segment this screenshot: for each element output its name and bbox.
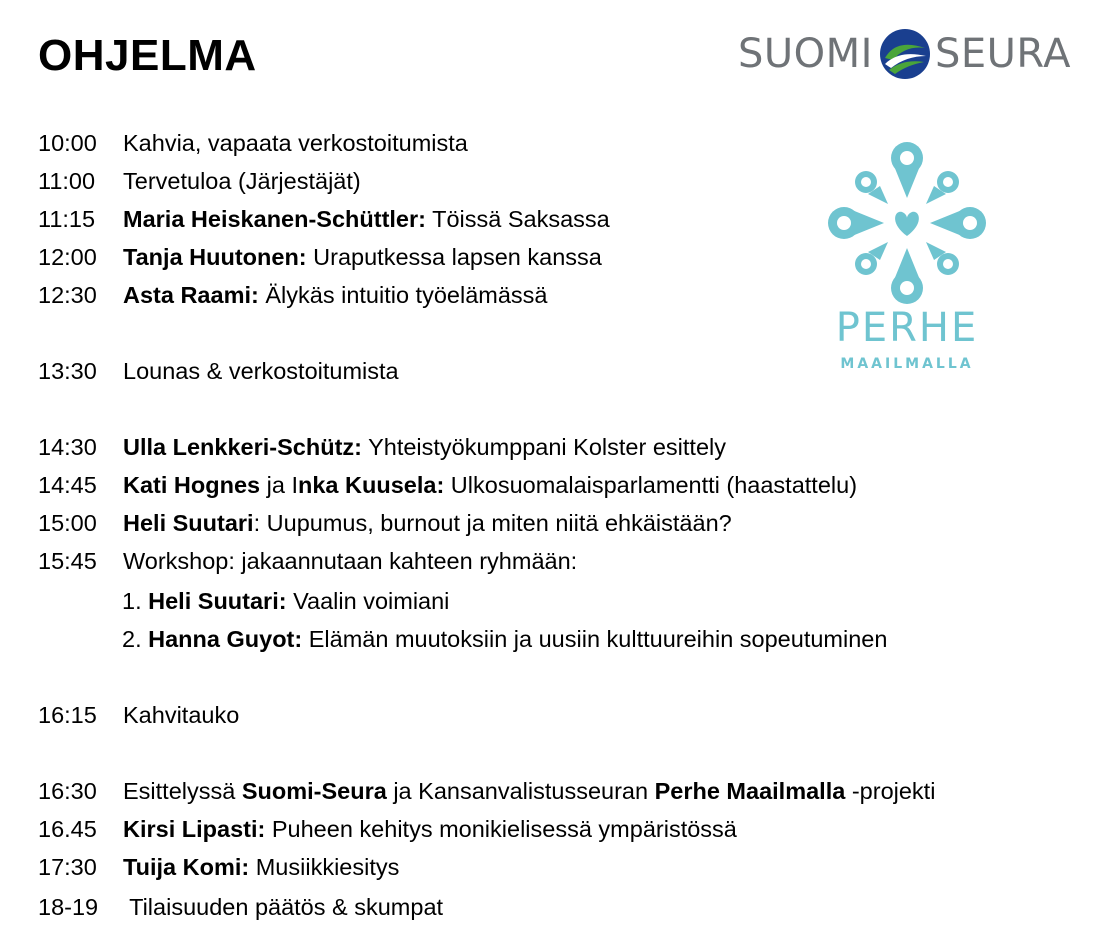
item-text: Workshop: jakaannutaan kahteen ryhmään: (123, 548, 578, 574)
time: 15:00 (38, 510, 97, 536)
speaker-name: Heli Suutari: (148, 588, 287, 614)
perhe-logo-subtitle: MAAILMALLA (840, 356, 974, 372)
time: 11:00 (38, 168, 96, 194)
suomi-seura-word-left: SUOMI (738, 31, 873, 77)
time: 12:00 (38, 244, 97, 270)
schedule-row (38, 542, 577, 580)
item-text-connector: ja Kansanvalistusseuran (386, 778, 655, 804)
speaker-name: Tuija Komi: (123, 854, 250, 880)
time: 16.45 (38, 816, 97, 842)
organization-name: Suomi-Seura (241, 778, 387, 804)
group-number: 1. (122, 588, 149, 614)
item-text: Yhteistyökumppani Kolster esittely (361, 434, 726, 460)
schedule-row (38, 810, 737, 848)
item-text: Elämän muutoksiin ja uusiin kulttuureihin sopeutuminen (302, 626, 888, 652)
item-text: : Uupumus, burnout ja miten niitä ehkäistään? (253, 510, 732, 536)
item-text: -projekti (845, 778, 936, 804)
schedule-row (38, 504, 732, 542)
item-text-prefix: Esittelyssä (123, 778, 242, 804)
item-text: Ulkosuomalaisparlamentti (haastattelu) (444, 472, 858, 498)
schedule-row (38, 162, 361, 200)
time: 18-19 (38, 894, 99, 920)
item-text: Puheen kehitys monikielisessä ympäristössä (265, 816, 737, 842)
speaker-name: Heli Suutari (123, 510, 254, 536)
time: 14:45 (38, 472, 97, 498)
speaker-name: Maria Heiskanen-Schüttler: (123, 206, 426, 232)
schedule-row (38, 238, 602, 276)
item-text: Töissä Saksassa (425, 206, 610, 232)
time: 12:30 (38, 282, 97, 308)
schedule-row (38, 200, 610, 238)
project-name: Perhe Maailmalla (654, 778, 846, 804)
perhe-maailmalla-emblem-icon (824, 138, 990, 308)
schedule-row (38, 428, 726, 466)
schedule-row (38, 772, 935, 810)
item-text: Uraputkessa lapsen kanssa (306, 244, 602, 270)
speaker-name: Hanna Guyot: (148, 626, 303, 652)
item-text: Tilaisuuden päätös & skumpat (123, 894, 444, 920)
time: 13:30 (38, 358, 97, 384)
perhe-logo-title: PERHE (835, 305, 979, 351)
workshop-group (122, 620, 887, 658)
time: 11:15 (38, 206, 96, 232)
speaker-name: Kirsi Lipasti: (123, 816, 266, 842)
item-text: Älykäs intuitio työelämässä (258, 282, 548, 308)
suomi-seura-logo (738, 24, 1078, 84)
item-text: Vaalin voimiani (286, 588, 450, 614)
schedule-row (38, 124, 468, 162)
group-number: 2. (122, 626, 149, 652)
time: 16:15 (38, 702, 97, 728)
item-text: Tervetuloa (Järjestäjät) (123, 168, 361, 194)
item-text-connector: ja I (260, 472, 298, 498)
suomi-seura-emblem-icon (879, 28, 931, 80)
item-text: Kahvitauko (123, 702, 240, 728)
time: 10:00 (38, 130, 97, 156)
suomi-seura-word-right: SEURA (934, 31, 1071, 77)
speaker-name: Kati Hognes (123, 472, 261, 498)
perhe-maailmalla-logo (824, 138, 990, 378)
item-text: Lounas & verkostoitumista (123, 358, 399, 384)
item-text: Kahvia, vapaata verkostoitumista (123, 130, 468, 156)
speaker-name: Asta Raami: (123, 282, 259, 308)
speaker-name: Ulla Lenkkeri-Schütz: (123, 434, 362, 460)
schedule-row (38, 888, 443, 926)
workshop-group (122, 582, 449, 620)
schedule-row (38, 696, 239, 734)
speaker-name: nka Kuusela: (298, 472, 445, 498)
time: 15:45 (38, 548, 97, 574)
time: 14:30 (38, 434, 97, 460)
time: 17:30 (38, 854, 97, 880)
speaker-name: Tanja Huutonen: (123, 244, 307, 270)
page-title: OHJELMA (38, 31, 257, 80)
schedule-row (38, 276, 547, 314)
time: 16:30 (38, 778, 97, 804)
schedule-row (38, 466, 857, 504)
item-text: Musiikkiesitys (249, 854, 400, 880)
schedule-row (38, 848, 399, 886)
schedule-row (38, 352, 399, 390)
